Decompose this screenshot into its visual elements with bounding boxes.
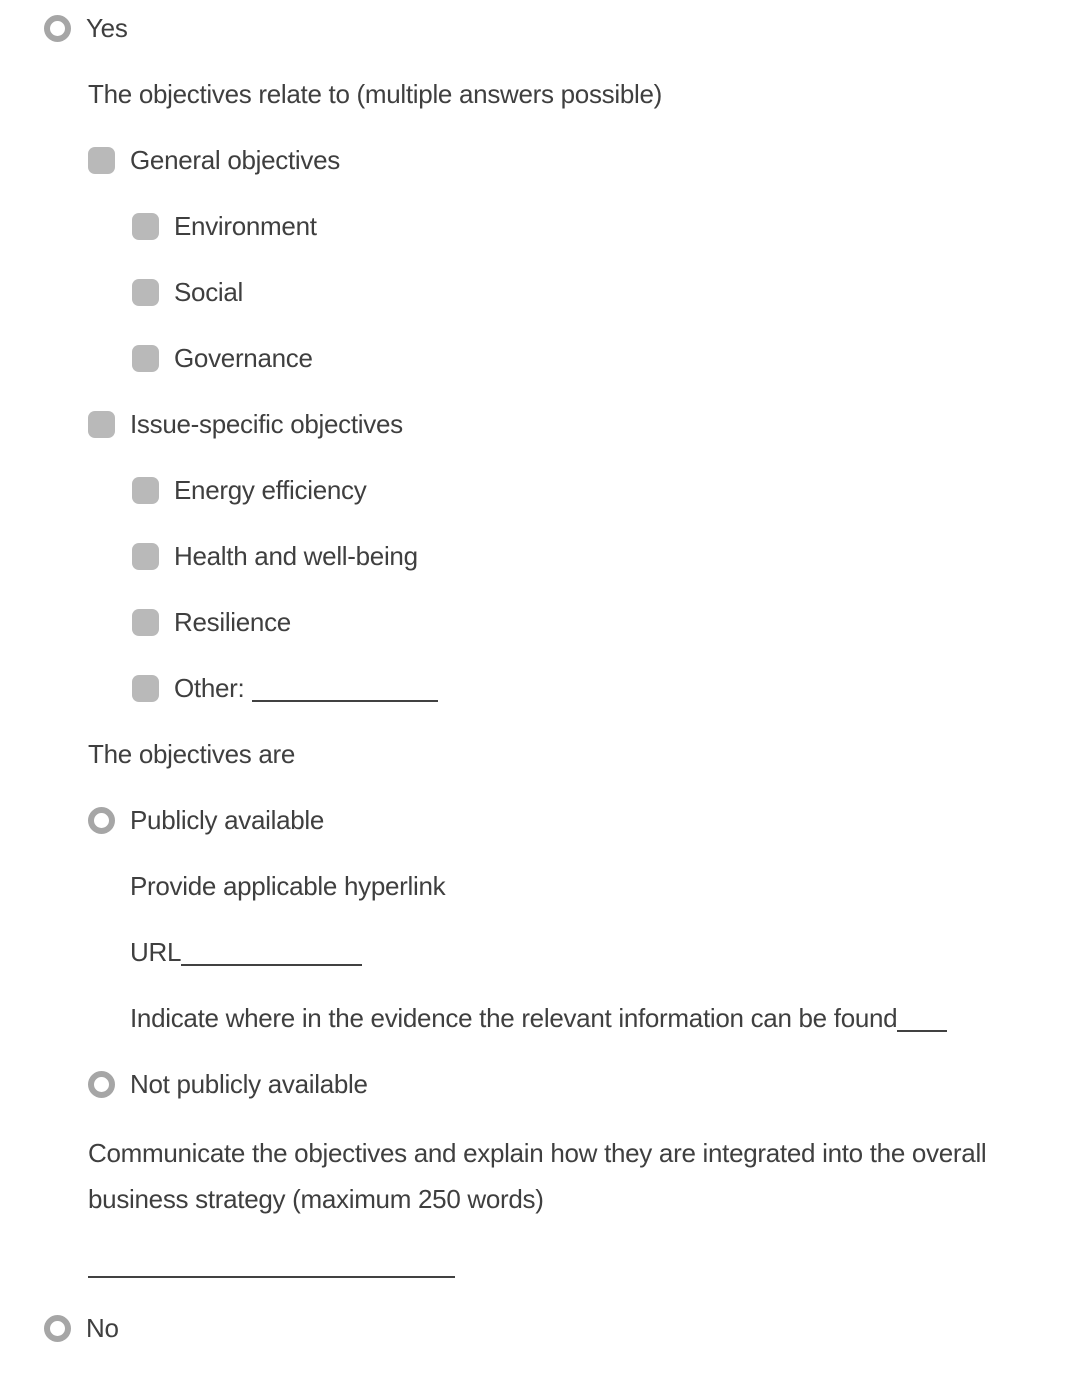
publicly-available-radio[interactable] xyxy=(88,807,115,834)
evidence-fill-line[interactable] xyxy=(897,1030,947,1032)
checkbox-option-health-and-well-being xyxy=(0,536,1084,576)
other-checkbox[interactable] xyxy=(132,675,159,702)
checkbox-option-resilience xyxy=(0,602,1084,642)
url-fill-line[interactable] xyxy=(181,964,362,966)
checkbox-option-other xyxy=(0,668,1084,708)
url-label-wrap xyxy=(130,937,362,968)
objectives-are-prompt-row xyxy=(0,734,1084,774)
evidence-prompt-row xyxy=(0,998,1084,1038)
energy-efficiency-label: Energy efficiency xyxy=(174,474,367,505)
social-checkbox[interactable] xyxy=(132,279,159,306)
other-label-text: Other: xyxy=(174,672,245,703)
publicly-available-label: Publicly available xyxy=(130,804,325,835)
objectives-are-prompt: The objectives are xyxy=(88,738,296,769)
radio-option-publicly-available xyxy=(0,800,1084,840)
health-well-being-label: Health and well-being xyxy=(174,540,418,571)
resilience-label: Resilience xyxy=(174,606,291,637)
relate-prompt-row xyxy=(0,74,1084,114)
social-label: Social xyxy=(174,276,244,307)
governance-checkbox[interactable] xyxy=(132,345,159,372)
energy-efficiency-checkbox[interactable] xyxy=(132,477,159,504)
no-radio[interactable] xyxy=(44,1315,71,1342)
other-label xyxy=(174,673,438,704)
relate-prompt: The objectives relate to (multiple answers possible) xyxy=(88,78,662,109)
hyperlink-prompt-row xyxy=(0,866,1084,906)
url-field-row xyxy=(0,932,1084,972)
checkbox-option-governance xyxy=(0,338,1084,378)
health-well-being-checkbox[interactable] xyxy=(132,543,159,570)
other-fill-line[interactable] xyxy=(252,700,438,702)
url-label: URL xyxy=(130,936,182,967)
hyperlink-prompt: Provide applicable hyperlink xyxy=(130,870,446,901)
resilience-checkbox[interactable] xyxy=(132,609,159,636)
issue-specific-objectives-label: Issue-specific objectives xyxy=(130,408,403,439)
environment-label: Environment xyxy=(174,210,317,241)
environment-checkbox[interactable] xyxy=(132,213,159,240)
radio-option-no xyxy=(0,1308,1084,1348)
general-objectives-checkbox[interactable] xyxy=(88,147,115,174)
checkbox-option-environment xyxy=(0,206,1084,246)
communicate-fill-line[interactable] xyxy=(88,1262,455,1278)
issue-specific-objectives-checkbox[interactable] xyxy=(88,411,115,438)
governance-label: Governance xyxy=(174,342,313,373)
general-objectives-label: General objectives xyxy=(130,144,340,175)
evidence-prompt: Indicate where in the evidence the relevant information can be found xyxy=(130,1002,898,1033)
yes-radio[interactable] xyxy=(44,15,71,42)
checkbox-option-energy-efficiency xyxy=(0,470,1084,510)
radio-option-yes xyxy=(0,8,1084,48)
evidence-prompt-wrap xyxy=(130,1003,947,1034)
no-label: No xyxy=(86,1312,119,1343)
checkbox-option-issue-specific-objectives xyxy=(0,404,1084,444)
communicate-prompt: Communicate the objectives and explain how they are integrated into the overall business strategy (maximum 250 words) xyxy=(88,1138,987,1214)
checkbox-option-social xyxy=(0,272,1084,312)
not-publicly-available-radio[interactable] xyxy=(88,1071,115,1098)
radio-option-not-publicly-available xyxy=(0,1064,1084,1104)
not-publicly-available-label: Not publicly available xyxy=(130,1068,368,1099)
checkbox-option-general-objectives xyxy=(0,140,1084,180)
yes-label: Yes xyxy=(86,12,128,43)
questionnaire-form xyxy=(0,8,1084,1348)
